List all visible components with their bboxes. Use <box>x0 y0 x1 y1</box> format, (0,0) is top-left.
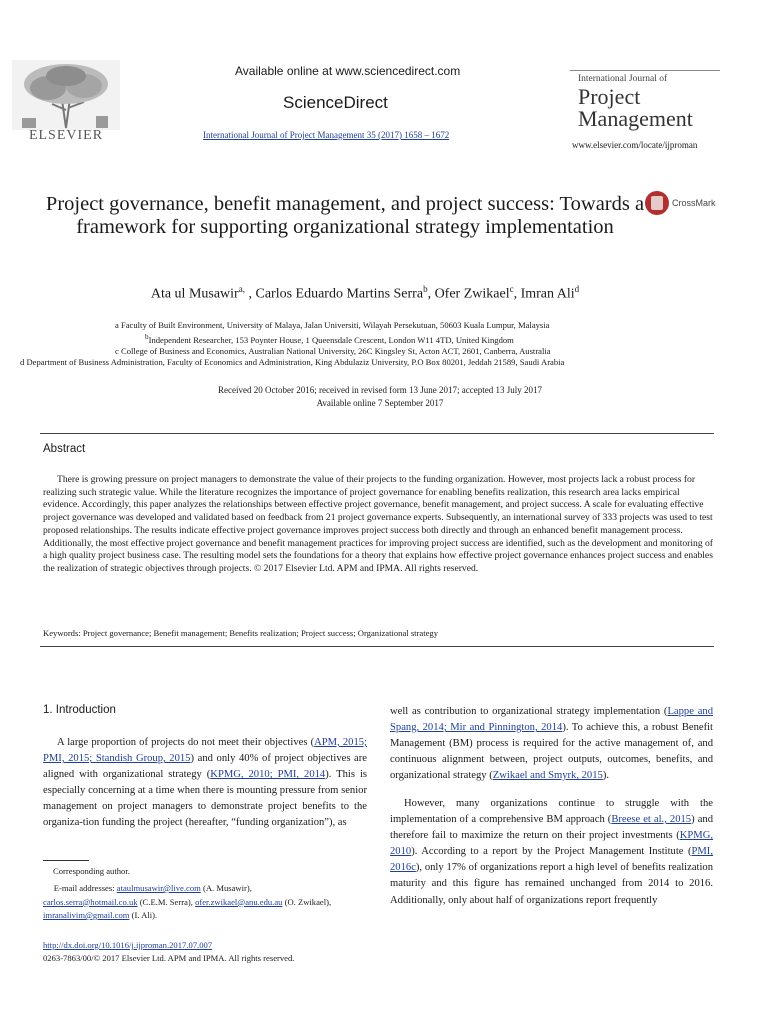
email-link[interactable]: ataulmusawir@live.com <box>116 883 201 893</box>
journal-reference-link[interactable]: International Journal of Project Management 35 (2017) 1658 – 1672 <box>203 130 450 140</box>
email-owner: (O. Zwikael), <box>282 896 332 907</box>
author-name: Ata ul Musawir <box>150 286 239 302</box>
crossmark-label[interactable]: CrossMark <box>672 198 716 208</box>
affiliation-b-sup: b <box>145 332 149 341</box>
author-affil-sup: c <box>509 284 514 294</box>
email-link[interactable]: carlos.serra@hotmail.co.uk <box>43 896 138 907</box>
journal-url: www.elsevier.com/locate/ijproman <box>572 140 698 150</box>
copyright-notice: 0263-7863/00/© 2017 Elsevier Ltd. APM and IPMA. All rights reserved. <box>43 953 295 963</box>
citation-link[interactable]: Zwikael and Smyrk, 2015 <box>492 770 603 782</box>
author-name: , Carlos Eduardo Martins Serra <box>248 286 424 302</box>
received-dates: Received 20 October 2016; received in revised form 13 June 2017; accepted 13 July 2017 <box>218 385 542 395</box>
journal-name-small: International Journal of <box>578 74 668 84</box>
emails-label: E-mail addresses: <box>53 883 117 893</box>
intro-text: well as contribution to organizational strategy implementation ( <box>390 706 668 717</box>
footnote-rule <box>43 860 89 861</box>
email-owner: (A. Musawir), <box>200 883 252 893</box>
intro-text: ). According to a report by the Project Management Institute ( <box>411 846 692 858</box>
available-online-text: Available online at www.sciencedirect.com <box>235 64 461 78</box>
intro-text: ), only 17% of organizations report a high level of benefits realization maturity and this figure has remained unchanged from 2014 to 2016. Additionally, only about half of organizations report frequently <box>390 862 713 906</box>
affiliation-b <box>20 332 730 346</box>
abstract-bottom-rule <box>40 646 714 647</box>
intro-text: ) and only 40% of project objectives are aligned with organizational strategy ( <box>43 753 367 781</box>
email-link[interactable]: ofer.zwikael@anu.edu.au <box>195 896 283 907</box>
sciencedirect-title: ScienceDirect <box>283 93 388 112</box>
corresponding-author-note: Corresponding author. <box>53 866 130 876</box>
journal-name-large <box>578 86 748 130</box>
email-link[interactable]: imranalivim@gmail.com <box>43 910 130 920</box>
crossmark-bookmark-icon <box>651 196 663 210</box>
author-affil-sup: d <box>574 284 580 294</box>
citation-link[interactable]: KPMG, 2010 <box>390 830 713 858</box>
affiliation-b-text: Independent Researcher, 153 Poynter House, 1 Queensdale Crescent, London W11 4TD, United Kingdom <box>148 334 514 345</box>
affiliation-a: a Faculty of Built Environment, University of Malaya, Jalan Universiti, Wilayah Persekutuan, 50603 Kuala Lumpur, Malaysia <box>115 320 550 330</box>
intro-right-column-para1 <box>390 704 713 784</box>
affiliation-c: c College of Business and Economics, Australian National University, 26C Kingsley St, Acton ACT, 2601, Canberra, Australia <box>115 345 551 356</box>
email-owner: (C.E.M. Serra), <box>137 896 196 907</box>
author-list <box>40 284 690 303</box>
abstract-top-rule <box>40 433 714 434</box>
article-dates <box>40 384 720 410</box>
abstract-text: There is growing pressure on project managers to demonstrate the value of their projects to the funding organization. However, most projects lack a robust process for realizing such strategic value. While the literature recognizes the importance of project governance for enabling benefits realization, this research area lacks empirical evidence. Accordingly, this paper analyzes the relationships between effective project governance, benefit management, and project success. A scale for evaluating effective project governance was developed and validated based on feedback from 21 project governance experts. Subsequently, an international survey of 333 projects was used to test proposed relationships. The results indicate effective project governance improves project success both directly and through an enhanced benefit management process. Additionally, the most effective project governance and benefit management practices for improving project success are identified, such as the development and monitoring of a high quality project business case. The resulting model sets the foundations for a theory that explains how effective project governance enhances project success and enables the realization of strategic objectives through projects. © 2017 Elsevier Ltd. APM and IPMA. All rights reserved. <box>43 474 714 574</box>
intro-text: ). This is especially concerning at a time when there is mounting pressure from senior management on project managers to demonstrate project benefits to the organiza-tion funding the project (hereafter, “funding organization”), as <box>43 769 368 829</box>
email-addresses <box>43 882 363 923</box>
citation-link[interactable]: KPMG, 2010; PMI, 2014 <box>210 769 326 781</box>
intro-text: A large proportion of projects do not meet their objectives ( <box>57 737 315 748</box>
journal-name-line2: Management <box>578 106 693 131</box>
introduction-heading: 1. Introduction <box>43 704 116 716</box>
email-owner: (I. Ali). <box>129 910 158 920</box>
citation-link[interactable]: Lappe and Spang, 2014; Mir and Pinnington, 2014 <box>390 706 713 734</box>
intro-text: ) and therefore fail to maximize the return on their project investments ( <box>390 814 713 842</box>
intro-right-column-para2 <box>390 796 713 909</box>
abstract-heading: Abstract <box>43 443 86 455</box>
intro-text: ). <box>602 770 609 782</box>
citation-link[interactable]: Breese et al., 2015 <box>611 814 692 826</box>
author-name: , Imran Ali <box>513 286 575 302</box>
elsevier-wordmark: ELSEVIER <box>28 128 104 143</box>
paper-title: Project governance, benefit management, and project success: Towards a framework for supporting organizational strategy implementation <box>45 193 645 238</box>
author-affil-sup: a, <box>238 284 245 294</box>
intro-text: ). To achieve this, a robust Benefit Management (BM) process is required for the active management of, and continuous alignment between, project outputs, outcomes, benefits, and organizational strategy ( <box>390 722 714 782</box>
journal-header-rule <box>570 70 720 71</box>
author-name: , Ofer Zwikael <box>427 286 510 302</box>
citation-link[interactable]: APM, 2015; PMI, 2015; Standish Group, 2015 <box>43 737 367 765</box>
intro-left-column <box>43 735 367 832</box>
affiliation-d: d Department of Business Administration, Faculty of Economics and Administration, King Abdulaziz University, P.O Box 80201, Jeddah 21589, Saudi Arabia <box>20 357 565 368</box>
keywords: Keywords: Project governance; Benefit management; Benefits realization; Project success; Organizational strategy <box>43 628 439 638</box>
doi-link[interactable]: http://dx.doi.org/10.1016/j.ijproman.2017.07.007 <box>43 940 213 950</box>
journal-name-line1: Project <box>578 84 641 109</box>
author-affil-sup: b <box>423 284 428 294</box>
intro-text: However, many organizations continue to struggle with the implementation of a comprehensive BM approach ( <box>390 798 713 826</box>
available-online-date: Available online 7 September 2017 <box>316 398 444 408</box>
citation-link[interactable]: PMI, 2016c <box>390 846 713 874</box>
affiliations <box>20 320 730 369</box>
